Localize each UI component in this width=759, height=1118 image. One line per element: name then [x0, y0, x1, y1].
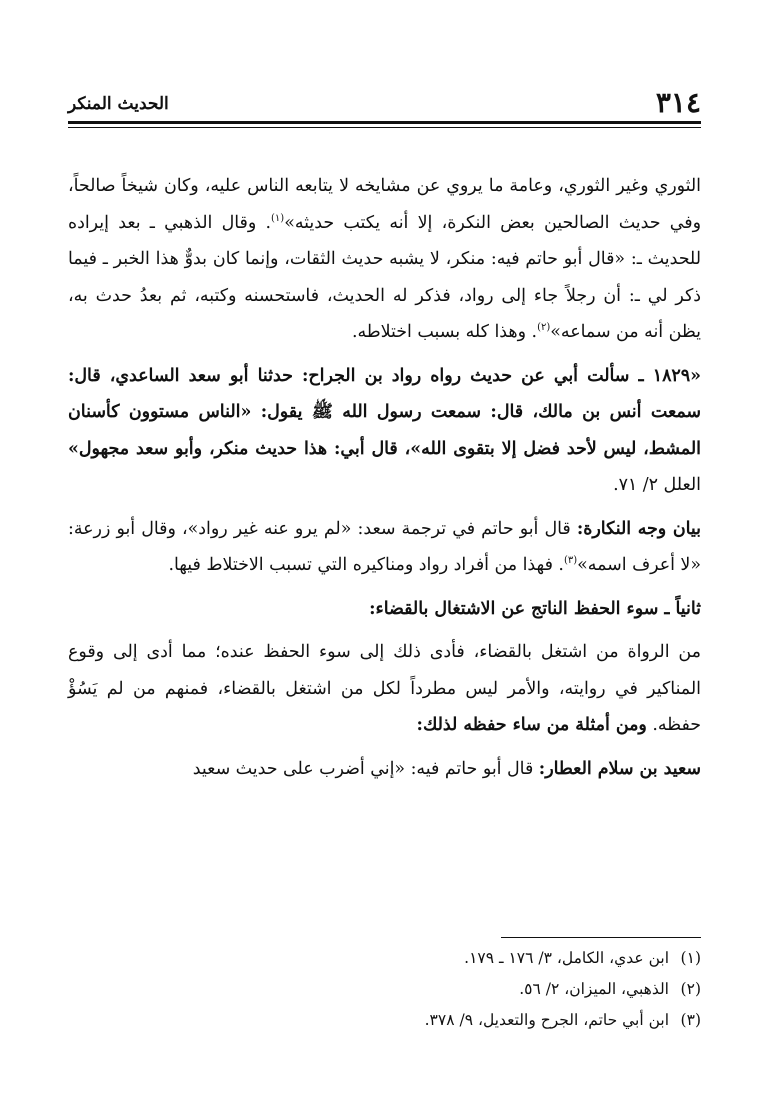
main-text — [68, 168, 701, 787]
paragraph-1: الثوري وغير الثوري، وعامة ما يروي عن مشايخه لا يتابعه الناس عليه، وكان شيخاً صالحاً، وفي حديث الصالحين بعض النكرة، إلا أنه يكتب حديثه»$^{(١)}$. وقال الذهبي ـ بعد إيراده للحديث ـ: «قال أبو حاتم فيه: منكر، لا يشبه حديث الثقات، وإنما كان بدوٌّ هذا الخبر ـ فيما ذكر لي ـ: أن رجلاً جاء إلى رواد، فذكر له الحديث، فاستحسنه وكتبه، ثم بعدُ حدث به، يظن أنه من سماعه»$^{(٢)}$. وهذا كله بسبب اختلاطه. — [68, 176, 701, 342]
footnotes — [68, 943, 701, 1036]
footnote-3: (٣)ابن أبي حاتم، الجرح والتعديل، ٩/ ٣٧٨. — [424, 1011, 701, 1029]
page-header — [68, 86, 701, 120]
footnote-ref-1: (١) — [271, 212, 285, 224]
paragraph-3: بيان وجه النكارة: قال أبو حاتم في ترجمة سعد: «لم يرو عنه غير رواد»، وقال أبو زرعة: «لا أعرف اسمه»$^{(٣)}$. فهذا من أفراد رواد ومناكيره التي تسبب الاختلاط فيها. — [68, 518, 702, 575]
footnote-2: (٢)الذهبي، الميزان، ٢/ ٥٦. — [519, 980, 701, 998]
paragraph-4: من الرواة من اشتغل بالقضاء، فأدى ذلك إلى سوء الحفظ عنده؛ مما أدى إلى وقوع المناكير في روايته، والأمر ليس مطرداً لكل من اشتغل بالقضاء، فمنهم من لم يَسُؤْ حفظه. ومن أمثلة من ساء حفظه لذلك: — [68, 642, 701, 735]
header-rule-thick — [68, 121, 701, 124]
running-title: الحديث المنكر — [68, 94, 169, 114]
footnote-ref-2: (٢) — [537, 322, 551, 334]
footnote-ref-3: (٣) — [563, 555, 578, 567]
paragraph-5: سعيد بن سلام العطار: قال أبو حاتم فيه: «إني أضرب على حديث سعيد — [192, 758, 701, 779]
page-number: ٣١٤ — [655, 86, 701, 119]
section-heading: ثانياً ـ سوء الحفظ الناتج عن الاشتغال بالقضاء: — [369, 598, 701, 619]
lead-term: بيان وجه النكارة: — [576, 518, 702, 539]
narrator-name: سعيد بن سلام العطار: — [538, 758, 701, 779]
footnote-separator — [501, 937, 701, 938]
source-ref: العلل ٢/ ٧١. — [613, 475, 701, 495]
header-rule-thin — [68, 127, 701, 128]
paragraph-2-quote: «١٨٢٩ ـ سألت أبي عن حديث رواه رواد بن الجراح: حدثنا أبو سعد الساعدي، قال: سمعت أنس بن مالك، قال: سمعت رسول الله ﷺ يقول: «الناس مستوون كأسنان المشط، ليس لأحد فضل إلا بتقوى الله»، قال أبي: هذا حديث منكر، وأبو سعد مجهول» العلل ٢/ ٧١. — [68, 365, 701, 495]
footnote-1: (١)ابن عدي، الكامل، ٣/ ١٧٦ ـ ١٧٩. — [464, 949, 701, 967]
